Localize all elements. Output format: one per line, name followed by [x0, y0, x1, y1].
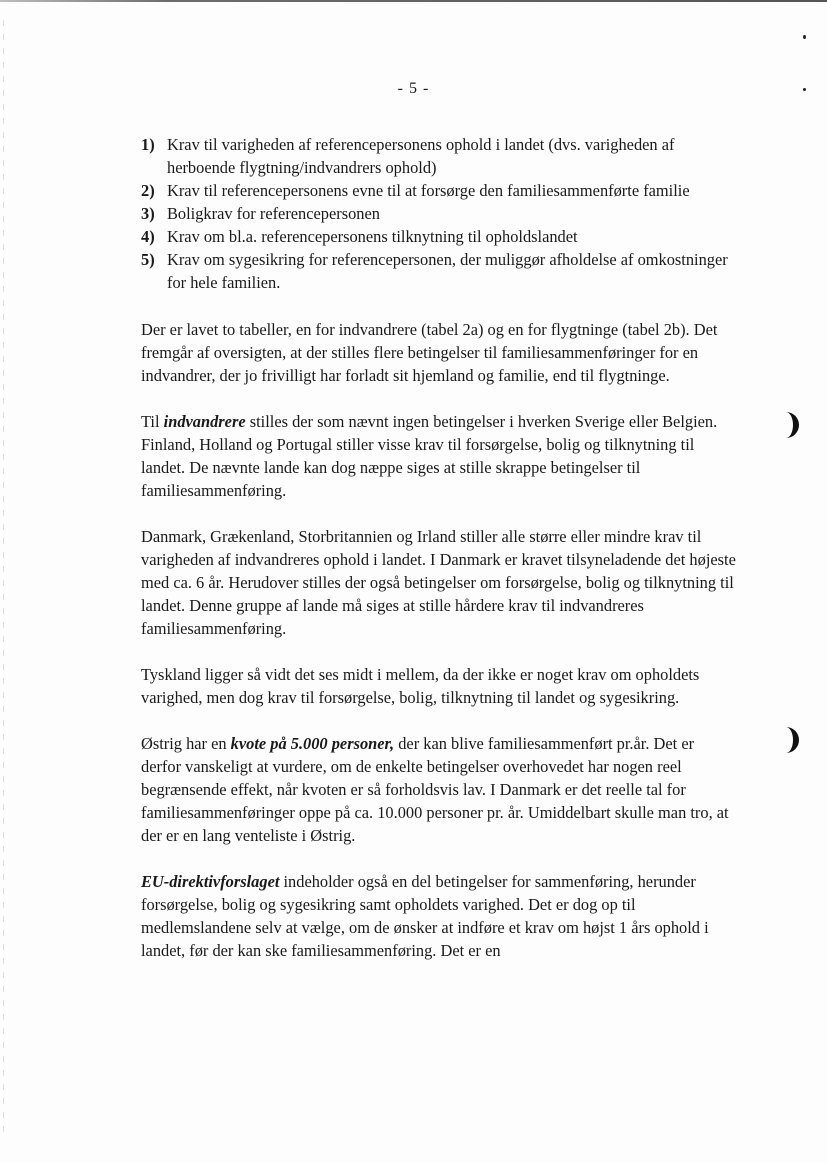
list-item-number: 5)	[141, 250, 155, 269]
paragraph-denmark-group: Danmark, Grækenland, Storbritannien og Irland stiller alle større eller mindre krav til varigheden af indvandreres ophold i landet. I Danmark er kravet tilsyneladende det højeste med ca. 6 år. Herudover stilles der også betingelser om forsørgelse, bolig og tilknytning til landet. Denne gruppe af lande må siges at stille hårdere krav til indvandreres familiesammenføring.	[141, 527, 736, 638]
paragraph-austria	[141, 732, 736, 847]
paragraph-eu-directive	[141, 870, 736, 962]
list-item	[141, 179, 736, 202]
punch-hole-mark	[781, 727, 799, 753]
paragraph-text: der kan blive familiesammenført pr.år. Det er derfor vanskeligt at vurdere, om de enkelte betingelser overhovedet har nogen reel begrænsende effekt, når kvoten er så forholdsvis lav. I Danmark er det reelle tal for familiesammenføringer oppe på ca. 10.000 personer pr. år. Umiddelbart skulle man tro, at der er en lang venteliste i Østrig.	[141, 734, 729, 845]
list-item	[141, 248, 736, 294]
list-item-number: 3)	[141, 204, 155, 223]
scan-left-edge	[3, 20, 4, 1140]
document-body	[141, 133, 736, 962]
list-item-number: 4)	[141, 227, 155, 246]
paragraph-text: Til	[141, 412, 164, 431]
paragraph-text: indeholder også en del betingelser for sammenføring, herunder forsørgelse, bolig og sygesikring samt opholdets varighed. Det er dog op til medlemslandene selv at vælge, om de ønsker at indføre et krav om højst 1 års ophold i landet, før der kan ske familiesammenføring. Det er en	[141, 872, 709, 960]
list-item-text: Krav om sygesikring for referencepersonen, der muliggør afholdelse af omkostninger for hele familien.	[167, 250, 728, 292]
paragraph-germany: Tyskland ligger så vidt det ses midt i mellem, da der ikke er noget krav om opholdets varighed, men dog krav til forsørgelse, bolig, tilknytning til landet og sygesikring.	[141, 665, 700, 707]
emphasis-term: kvote på 5.000 personer,	[230, 734, 395, 753]
list-item-text: Boligkrav for referencepersonen	[167, 204, 380, 223]
list-item-number: 1)	[141, 135, 155, 154]
emphasis-term: EU-direktivforslaget	[141, 872, 280, 891]
emphasis-term: indvandrere	[163, 412, 246, 431]
paragraph-text: Østrig har en	[141, 734, 231, 753]
list-item-text: Krav til varigheden af referencepersonens ophold i landet (dvs. varigheden af herboende flygtning/indvandrers ophold)	[167, 135, 675, 177]
page-number: - 5 -	[397, 80, 430, 97]
scan-top-edge	[0, 0, 827, 2]
scan-speck	[803, 35, 806, 39]
list-item	[141, 202, 736, 225]
list-item-text: Krav til referencepersonens evne til at forsørge den familiesammenførte familie	[167, 181, 690, 200]
list-item-text: Krav om bl.a. referencepersonens tilknytning til opholdslandet	[167, 227, 578, 246]
punch-hole-mark	[781, 412, 799, 438]
paragraph-text: stilles der som nævnt ingen betingelser i hverken Sverige eller Belgien. Finland, Holland og Portugal stiller visse krav til forsørgelse, bolig og tilknytning til landet. De nævnte lande kan dog næppe siges at stille skrappe betingelser til familiesammenføring.	[141, 412, 718, 500]
paragraph-immigrants	[141, 410, 736, 502]
requirements-list	[141, 133, 736, 294]
list-item-number: 2)	[141, 181, 155, 200]
list-item	[141, 225, 736, 248]
list-item	[141, 133, 736, 179]
paragraph-tables: Der er lavet to tabeller, en for indvandrere (tabel 2a) og en for flygtninge (tabel 2b). Det fremgår af oversigten, at der stilles flere betingelser til familiesammenføringer for en indvandrer, der jo frivilligt har forladt sit hjemland og familie, end til flygtninge.	[141, 320, 718, 385]
